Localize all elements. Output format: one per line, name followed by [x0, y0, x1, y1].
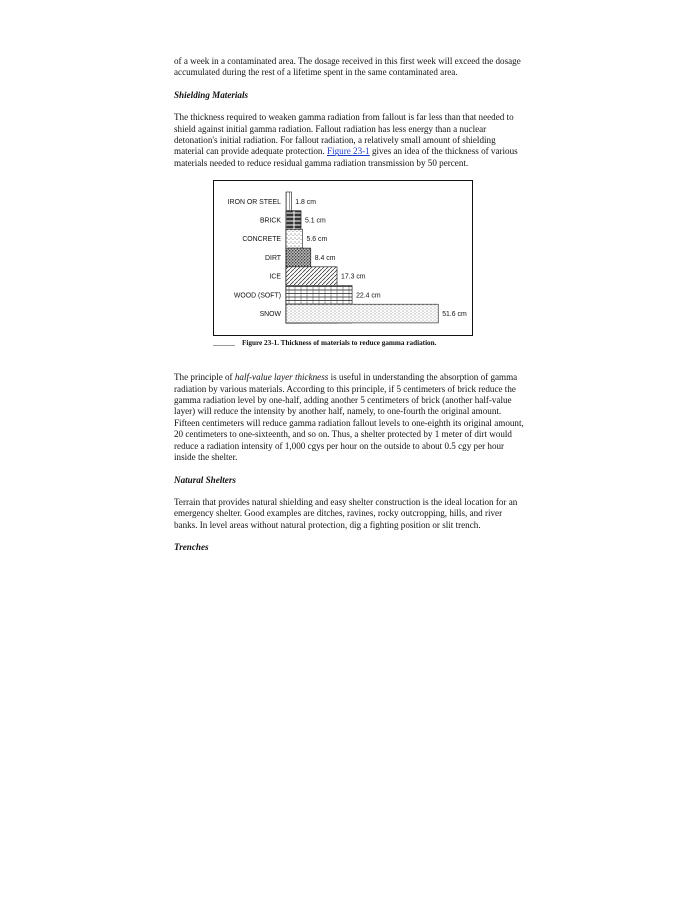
figure-23-1 [174, 180, 524, 358]
category-label-wood-soft: WOOD (SOFT) [233, 292, 281, 300]
thickness-chart [214, 181, 472, 335]
value-label-ice: 17.3 cm [341, 273, 366, 281]
value-label-wood-soft: 22.4 cm [356, 292, 381, 300]
value-label-iron-or-steel: 1.8 cm [295, 199, 316, 206]
half-value-text-2: is useful in understanding the absorption of gamma radiation by various materials. According to this principle, if 5 centimeters of brick reduce the gamma radiation level by one-half, adding another 5 centimeters of brick (another half-value layer) will reduce the intensity by another half, namely, to one-fourth the original amount. Fifteen centimeters will reduce gamma radiation fallout levels to one-eighth its original amount, 20 centimeters to one-sixteenth, and so on. Thus, a shelter protected by 1 meter of dirt would reduce a radiation intensity of 1,000 cgys per hour on the outside to about 0.5 cgy per hour inside the shelter. [174, 372, 524, 463]
half-value-term: half-value layer thickness [234, 372, 329, 383]
value-label-brick: 5.1 cm [305, 217, 326, 225]
figure-caption: Figure 23-1. Thickness of materials to reduce gamma radiation. [242, 339, 437, 348]
bar-snow [286, 304, 438, 323]
value-label-dirt: 8.4 cm [314, 255, 336, 263]
natural-paragraph: Terrain that provides natural shielding and easy shelter construction is the ideal location for an emergency shelter. Good examples are ditches, ravines, rocky outcropping, hills, and river banks. In level areas without natural protection, dig a fighting position or slit trench. [174, 496, 518, 530]
category-label-concrete: CONCRETE [242, 236, 281, 244]
value-label-snow: 51.6 cm [442, 311, 467, 319]
category-label-iron-or-steel: IRON OR STEEL [227, 199, 281, 206]
category-label-snow: SNOW [259, 311, 281, 319]
heading-shielding-materials: Shielding Materials [174, 89, 249, 100]
heading-trenches: Trenches [174, 542, 209, 553]
category-label-dirt: DIRT [265, 255, 281, 263]
shielding-paragraph [174, 112, 524, 169]
shielding-text-2: gives an idea of the thickness of various materials needed to reduce residual gamma radiation transmission by 50 percent. [174, 146, 518, 168]
half-value-paragraph [174, 372, 524, 463]
category-label-brick: BRICK [259, 217, 281, 225]
category-label-ice: ICE [269, 273, 281, 281]
figure-frame [213, 180, 473, 336]
value-label-concrete: 5.6 cm [306, 236, 328, 244]
half-value-text-1: The principle of [174, 372, 235, 383]
figure-23-1-link[interactable]: Figure 23-1 [327, 146, 370, 157]
shielding-text-1: The thickness required to weaken gamma radiation from fallout is far less than that needed to shield against initial gamma radiation. Fallout radiation has less energy than a nuclear detonation's initial radiation. For fallout radiation, a relatively small amount of shielding material can provide adequate protection. [174, 112, 514, 157]
intro-paragraph: of a week in a contaminated area. The dosage received in this first week will exceed the dosage accumulated during the rest of a lifetime spent in the same contaminated area. [174, 56, 521, 78]
heading-natural-shelters: Natural Shelters [174, 474, 236, 485]
document-page [174, 56, 524, 565]
